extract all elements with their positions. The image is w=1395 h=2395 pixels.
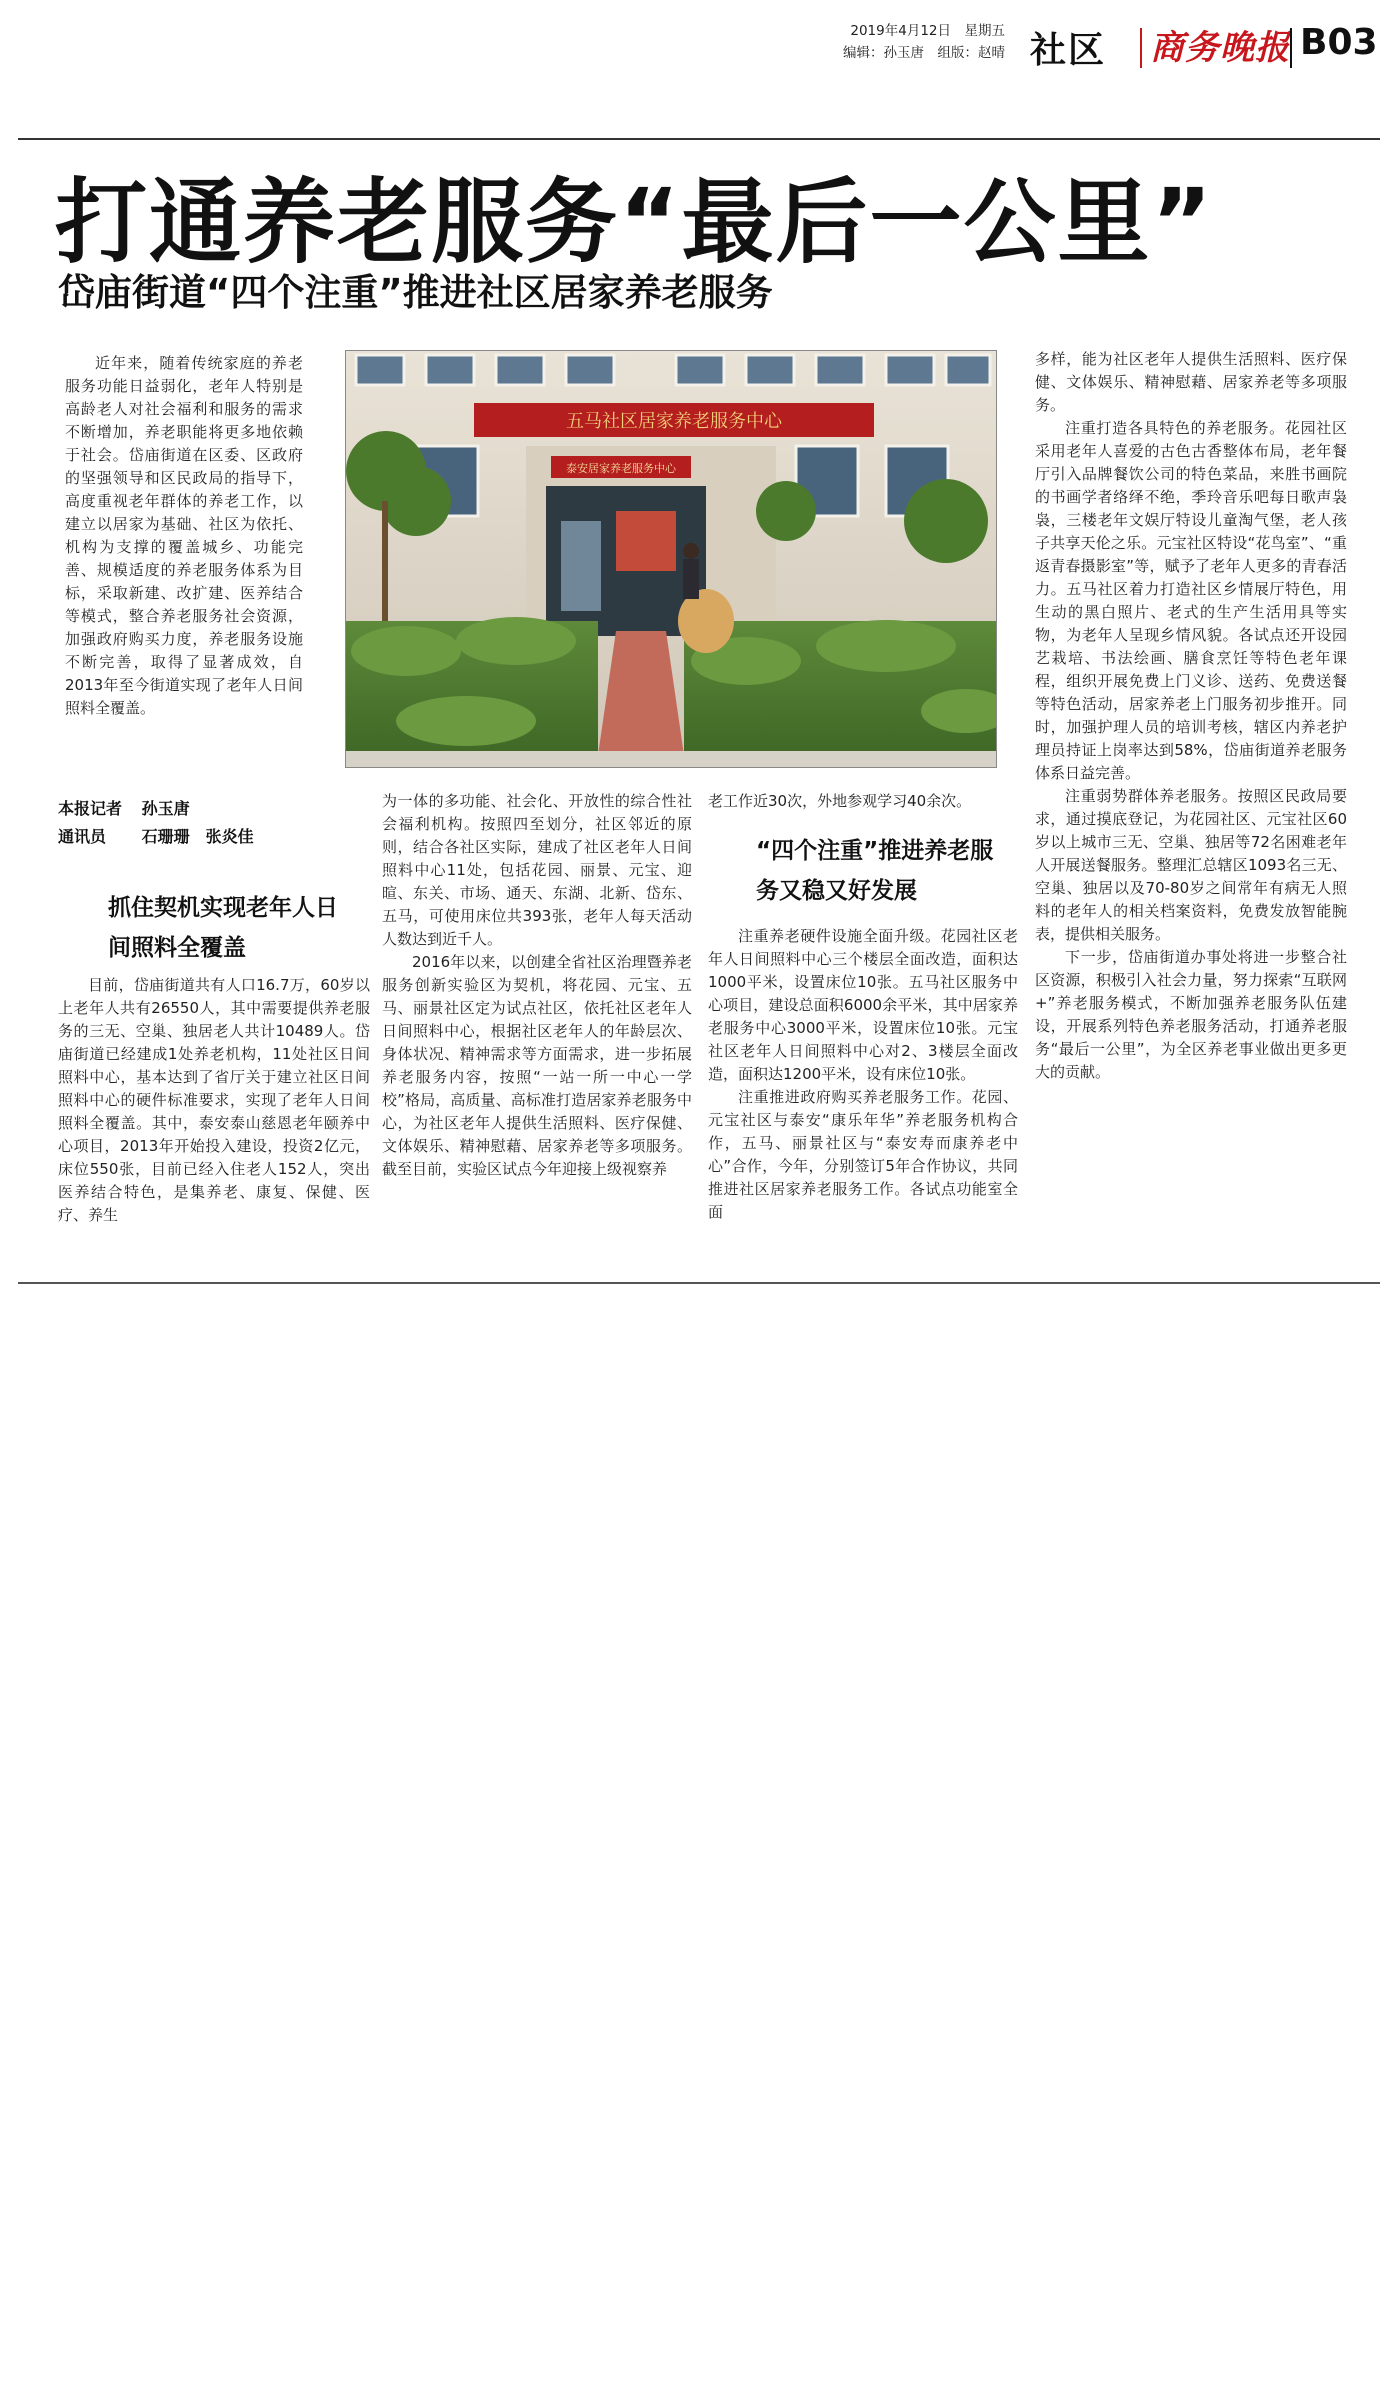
article-paragraph: 目前，岱庙街道共有人口16.7万，60岁以上老年人共有26550人，其中需要提供养老服务的三无、空巢、独居老人共计10489人。岱庙街道已经建成1处养老机构，11处社区日间照料中心，基本达到了省厅关于建立社区日间照料中心的硬件标准要求，实现了老年人日间照料全覆盖。其中，泰安泰山慈恩老年颐养中心项目，2013年开始投入建设，投资2亿元，床位550张，目前已经入住老人152人，突出医养结合特色，是集养老、康复、保健、医疗、养生 [58,976,370,1224]
article-column-3 [708,790,1018,1224]
article-paragraph: 注重推进政府购买养老服务工作。花园、元宝社区与泰安“康乐年华”养老服务机构合作，五马、丽景社区与“泰安寿而康养老中心”合作，今年，分别签订5年合作协议，共同推进社区居家养老服务工作。各试点功能室全面 [708,1088,1018,1221]
article-paragraph: 注重弱势群体养老服务。按照区民政局要求，通过摸底登记，为花园社区、元宝社区60岁以上城市三无、空巢、独居等72名困难老年人开展送餐服务。整理汇总辖区1093名三无、空巢、独居以及70-80岁之间常年有病无人照料的老年人的相关档案资料，免费发放智能腕表，提供相关服务。 [1035,787,1347,943]
masthead [0,0,1395,140]
issue-info [805,20,1005,64]
section-heading-line: 务又稳又好发展 [756,878,917,904]
headline: 打通养老服务“最后一公里” [55,169,1214,276]
divider [1140,28,1142,68]
article-paragraph: 2016年以来，以创建全省社区治理暨养老服务创新实验区为契机，将花园、元宝、五马、丽景社区定为试点社区，依托社区老年人日间照料中心，根据社区老年人的年龄层次、身体状况、精神需求等方面需求，进一步拓展养老服务内容，按照“一站一所一中心一学校”格局，高质量、高标准打造居家养老服务中心，为社区老年人提供生活照料、医疗保健、文体娱乐、精神慰藉、居家养老等多项服务。截至目前，实验区试点今年迎接上级视察养 [382,953,692,1178]
subheadline: 岱庙街道“四个注重”推进社区居家养老服务 [58,271,773,314]
editor-credit: 编辑：孙玉唐 组版：赵晴 [843,45,1005,61]
section-heading-line: “四个注重”推进养老服 [756,838,994,864]
article-paragraph: 为一体的多功能、社会化、开放性的综合性社会福利机构。按照四至划分，社区邻近的原则，结合各社区实际，建成了社区老年人日间照料中心11处，包括花园、丽景、元宝、迎暄、东关、市场、通天、东湖、北新、岱东、五马，可使用床位共393张，老年人每天活动人数达到近千人。 [382,792,692,948]
intro-paragraph-block [65,352,303,720]
byline-names: 石珊珊 张炎佳 [141,827,254,846]
top-rule [18,138,1380,140]
byline-role: 通讯员 [58,827,107,846]
photo-illustration [346,351,997,768]
article-paragraph: 多样，能为社区老年人提供生活照料、医疗保健、文体娱乐、精神慰藉、居家养老等多项服务。 [1035,350,1347,414]
door-sign-text: 泰安居家养老服务中心 [566,462,676,475]
issue-date: 2019年4月12日 星期五 [850,23,1005,39]
page-number: B03 [1300,22,1378,63]
byline-names: 孙玉唐 [141,799,190,818]
article-column-1 [58,888,370,1227]
section-heading [756,831,1018,911]
article-column-4 [1035,348,1347,1084]
divider [1290,28,1292,68]
article-photo [345,350,997,768]
article-column-2 [382,790,692,1181]
signboard-text: 五马社区居家养老服务中心 [566,411,782,432]
section-heading [58,888,370,968]
article-paragraph: 注重养老硬件设施全面升级。花园社区老年人日间照料中心三个楼层全面改造，面积达1000平米，设置床位10张。五马社区服务中心项目，建设总面积6000余平米，其中居家养老服务中心3000平米，设置床位10张。元宝社区老年人日间照料中心对2、3楼层全面改造，面积达1200平米，设有床位10张。 [708,927,1018,1083]
byline-reporter [58,795,298,823]
byline [58,795,298,851]
article-paragraph: 老工作近30次，外地参观学习40余次。 [708,792,972,810]
intro-paragraph: 近年来，随着传统家庭的养老服务功能日益弱化，老年人特别是高龄老人对社会福利和服务的需求不断增加，养老职能将更多地依赖于社会。岱庙街道在区委、区政府的坚强领导和区民政局的指导下，高度重视老年群体的养老工作，以建立以居家为基础、社区为依托、机构为支撑的覆盖城乡、功能完善、规模适度的养老服务体系为目标，采取新建、改扩建、医养结合等模式，整合养老服务社会资源，加强政府购买力度，养老服务设施不断完善，取得了显著成效，自2013年至今街道实现了老年人日间照料全覆盖。 [65,354,303,717]
article-paragraph: 下一步，岱庙街道办事处将进一步整合社区资源，积极引入社会力量，努力探索“互联网+”养老服务模式，不断加强养老服务队伍建设，开展系列特色养老服务活动，打通养老服务“最后一公里”，为全区养老事业做出更多更大的贡献。 [1035,948,1347,1081]
section-heading-line: 间照料全覆盖 [108,935,246,961]
byline-role: 本报记者 [58,799,123,818]
section-heading-line: 抓住契机实现老年人日 [108,895,338,921]
article-paragraph: 注重打造各具特色的养老服务。花园社区采用老年人喜爱的古色古香整体布局，老年餐厅引入品牌餐饮公司的特色菜品，来胜书画院的书画学者络绎不绝，季玲音乐吧每日歌声袅袅，三楼老年文娱厅特设儿童淘气堡，老人孩子共享天伦之乐。元宝社区特设“花鸟室”、“重返青春摄影室”等，赋予了老年人更多的青春活力。五马社区着力打造社区乡情展厅特色，用生动的黑白照片、老式的生产生活用具等实物，为老年人呈现乡情风貌。各试点还开设园艺栽培、书法绘画、膳食烹饪等特色老年课程，组织开展免费上门义诊、送药、免费送餐等特色活动，居家养老上门服务初步推开。同时，加强护理人员的培训考核，辖区内养老护理员持证上岗率达到58%，岱庙街道养老服务体系日益完善。 [1035,419,1347,782]
section-name: 社区 [1030,30,1107,71]
bottom-rule [18,1282,1380,1284]
byline-correspondent [58,823,298,851]
newspaper-logo: 商务晚报 [1150,28,1290,68]
